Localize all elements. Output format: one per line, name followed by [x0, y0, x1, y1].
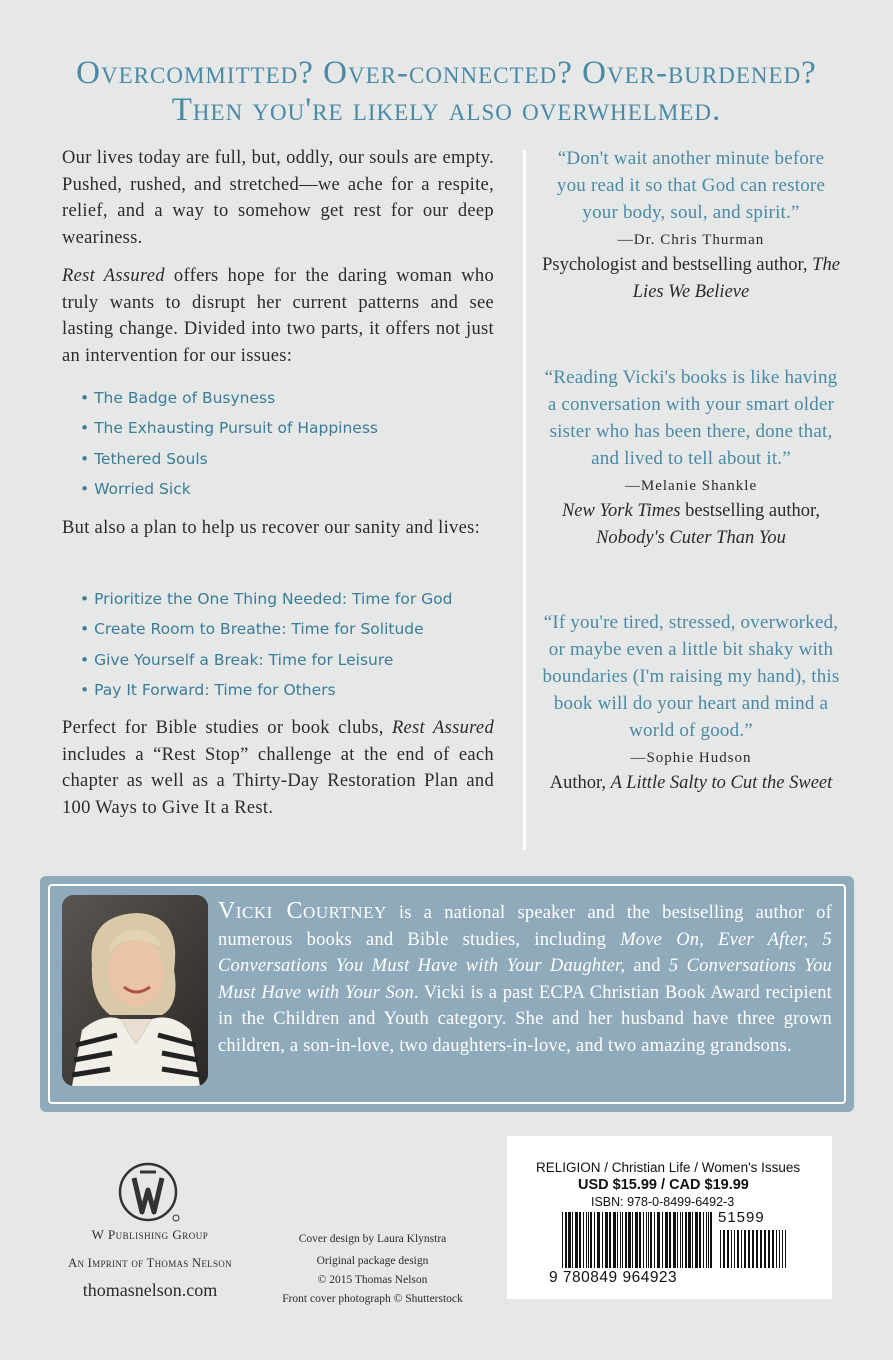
cover-credits	[260, 1230, 485, 1309]
barcode-addon-bar	[776, 1230, 777, 1268]
barcode-addon-bar	[768, 1230, 770, 1268]
barcode-bar	[609, 1212, 611, 1268]
list-item: • Create Room to Breathe: Time for Solitude	[80, 614, 452, 644]
book-isbn: ISBN: 978-0-8499-6492-3	[591, 1195, 735, 1209]
credential-text: bestselling author,	[680, 501, 821, 521]
intro-paragraph-2-text: offers hope for the daring woman who truly wants to disrupt her current patterns and see lasting change. Divided into two parts, it offers not just an intervention for our issues:	[62, 266, 495, 366]
barcode-bar	[662, 1212, 663, 1268]
quote-text: “Don't wait another minute before you read it so that God can restore your body, soul, and spirit.”	[556, 148, 826, 223]
barcode-bar	[692, 1212, 693, 1268]
barcode-bar	[605, 1212, 608, 1268]
barcode-bar	[583, 1212, 584, 1268]
barcode-addon-bar	[748, 1230, 750, 1268]
barcode-bar	[613, 1212, 616, 1268]
barcode-bar	[635, 1212, 638, 1268]
barcode-bar	[657, 1212, 660, 1268]
quote-author: —Dr. Chris Thurman	[617, 232, 765, 248]
list-item: • Tethered Souls	[80, 444, 378, 474]
barcode-bar	[706, 1212, 707, 1268]
barcode-bar	[565, 1212, 567, 1268]
barcode-bar	[650, 1212, 652, 1268]
closing-text-pre: Perfect for Bible studies or book clubs,	[62, 718, 392, 738]
list-item: • Give Yourself a Break: Time for Leisure	[80, 645, 452, 675]
barcode-bar	[617, 1212, 618, 1268]
list-item: • The Exhausting Pursuit of Happiness	[80, 413, 378, 443]
barcode-addon-bar	[760, 1230, 762, 1268]
credit-line: © 2015 Thomas Nelson	[317, 1274, 428, 1286]
publisher-website[interactable]: thomasnelson.com	[82, 1280, 218, 1300]
barcode-bar	[695, 1212, 698, 1268]
barcode-addon-bar	[731, 1230, 732, 1268]
credential-text: Psychologist and bestselling author,	[542, 255, 813, 275]
barcode-addon-bar	[785, 1230, 786, 1268]
endorsement-2	[541, 364, 841, 552]
book-price: USD $15.99 / CAD $19.99	[578, 1177, 749, 1193]
barcode-bar	[586, 1212, 587, 1268]
quote-text: “Reading Vicki's books is like having a conversation with your smart older sister who has been there, done that, and lived to tell about it.”	[544, 367, 838, 469]
intro-paragraph-1: Our lives today are full, but, oddly, our souls are empty. Pushed, rushed, and stretched—we ache for a respite, relief, and a way to somehow get rest for our deep weariness.	[62, 148, 494, 248]
closing-text-post: includes a “Rest Stop” challenge at the end of each chapter as well as a Thirty-Day Restoration Plan and 100 Ways to Give It a Rest.	[62, 744, 494, 818]
barcode-addon-number: 51599	[718, 1209, 765, 1226]
credential-book-title: Nobody's Cuter Than You	[596, 528, 786, 548]
credential-text: Author,	[549, 773, 611, 793]
bio-text-3: . Vicki is a past ECPA Christian Book Award recipient in the Children and Youth category. She and her husband have three grown children, a son-in-love, two daughters-in-love, and two amazing grandsons.	[218, 982, 833, 1056]
barcode-bar	[628, 1212, 631, 1268]
barcode-bar	[673, 1212, 676, 1268]
barcode-bar	[622, 1212, 623, 1268]
bio-text-1: is a national speaker and the bestselling author of numerous books and Bible studies, including	[218, 903, 832, 950]
barcode-bar	[575, 1212, 578, 1268]
bio-text-2: and	[625, 956, 669, 976]
barcode-bar	[654, 1212, 655, 1268]
barcode-addon-bar	[744, 1230, 746, 1268]
barcode-bar	[677, 1212, 678, 1268]
author-bio-text	[218, 898, 832, 1059]
intro-paragraph-2	[62, 263, 494, 369]
credit-line: Front cover photograph © Shutterstock	[282, 1293, 463, 1305]
barcode-bar	[699, 1212, 701, 1268]
book-category: RELIGION / Christian Life / Women's Issues	[536, 1160, 801, 1175]
barcode-bar	[562, 1212, 563, 1268]
endorsement-1	[541, 145, 841, 306]
barcode-addon-bar	[734, 1230, 735, 1268]
barcode-bar	[688, 1212, 691, 1268]
barcode-addon-bar	[720, 1230, 721, 1268]
barcode-ean-number: 9 780849 964923	[549, 1269, 678, 1286]
author-name: Vicki Courtney	[218, 898, 387, 924]
headline-line-1: Overcommitted? Over-connected? Over-burdened?	[76, 55, 817, 91]
barcode-addon-bar	[737, 1230, 739, 1268]
book-title: Rest Assured	[62, 266, 165, 286]
barcode-addon-bar	[756, 1230, 758, 1268]
barcode-bar	[632, 1212, 633, 1268]
publisher-logo-icon	[114, 1160, 186, 1226]
barcode-bar	[620, 1212, 621, 1268]
barcode-addon-bar	[727, 1230, 729, 1268]
author-photo	[62, 895, 208, 1086]
list-item: • Pay It Forward: Time for Others	[80, 675, 452, 705]
barcode-bar	[602, 1212, 603, 1268]
list-item: • Prioritize the One Thing Needed: Time for God	[80, 584, 452, 614]
bio-books-2: 5 Conversations You Must Have with Your Son	[218, 956, 832, 1003]
quote-text: “If you're tired, stressed, overworked, or maybe even a little bit shaky with boundaries (I'm raising my hand), this book will do your heart and mind a world of good.”	[542, 612, 840, 741]
barcode-bar	[572, 1212, 573, 1268]
barcode-bar	[682, 1212, 683, 1268]
barcode-bar	[590, 1212, 592, 1268]
publisher-imprint: An Imprint of Thomas Nelson	[68, 1256, 232, 1270]
barcode-bar	[588, 1212, 589, 1268]
endorsement-3	[541, 609, 841, 797]
barcode-addon-bar	[741, 1230, 742, 1268]
plan-intro: But also a plan to help us recover our sanity and lives:	[62, 518, 481, 538]
issues-list	[80, 383, 378, 504]
barcode-addon-bar	[772, 1230, 774, 1268]
quote-credential	[541, 252, 841, 306]
barcode-addon-bar	[752, 1230, 754, 1268]
barcode-box	[507, 1136, 832, 1299]
publisher-name: W Publishing Group	[91, 1227, 209, 1242]
barcode-bar	[680, 1212, 681, 1268]
barcode-bar	[646, 1212, 647, 1268]
plan-list	[80, 584, 452, 705]
barcode-bar	[710, 1212, 712, 1268]
barcode-bar	[594, 1212, 595, 1268]
barcode-bar	[639, 1212, 641, 1268]
barcode-bar	[703, 1212, 704, 1268]
credit-line: Cover design by Laura Klynstra	[298, 1233, 447, 1245]
credit-line: Original package design	[316, 1255, 429, 1267]
quote-author: —Melanie Shankle	[624, 478, 758, 494]
book-title: Rest Assured	[391, 718, 494, 738]
credential-publication: New York Times	[561, 501, 681, 521]
barcode-bar	[643, 1212, 644, 1268]
quote-author: —Sophie Hudson	[630, 750, 752, 766]
barcode-bar	[669, 1212, 671, 1268]
author-portrait-image	[62, 895, 208, 1086]
barcode-bar	[597, 1212, 600, 1268]
list-item: • Worried Sick	[80, 474, 378, 504]
bio-books-1: Move On, Ever After, 5 Conversations You Must Have with Your Daughter,	[218, 929, 832, 976]
headline-line-2: Then you're likely also overwhelmed.	[171, 92, 722, 128]
credential-book-title: The Lies We Believe	[632, 255, 840, 302]
closing-paragraph	[62, 715, 494, 821]
column-divider	[523, 150, 526, 850]
barcode-bar	[648, 1212, 649, 1268]
barcode-bar	[665, 1212, 668, 1268]
barcode-addon-bar	[764, 1230, 766, 1268]
barcode-bar	[568, 1212, 571, 1268]
barcode-bar	[625, 1212, 627, 1268]
barcode-addon-bar	[782, 1230, 783, 1268]
quote-credential	[541, 498, 841, 552]
barcode-bar	[708, 1212, 709, 1268]
quote-credential	[541, 770, 841, 797]
barcode-addon-bar	[779, 1230, 780, 1268]
barcode-bar	[685, 1212, 687, 1268]
credential-book-title: A Little Salty to Cut the Sweet	[610, 773, 833, 793]
barcode-bar	[579, 1212, 581, 1268]
list-item: • The Badge of Busyness	[80, 383, 378, 413]
barcode-addon-bar	[723, 1230, 725, 1268]
